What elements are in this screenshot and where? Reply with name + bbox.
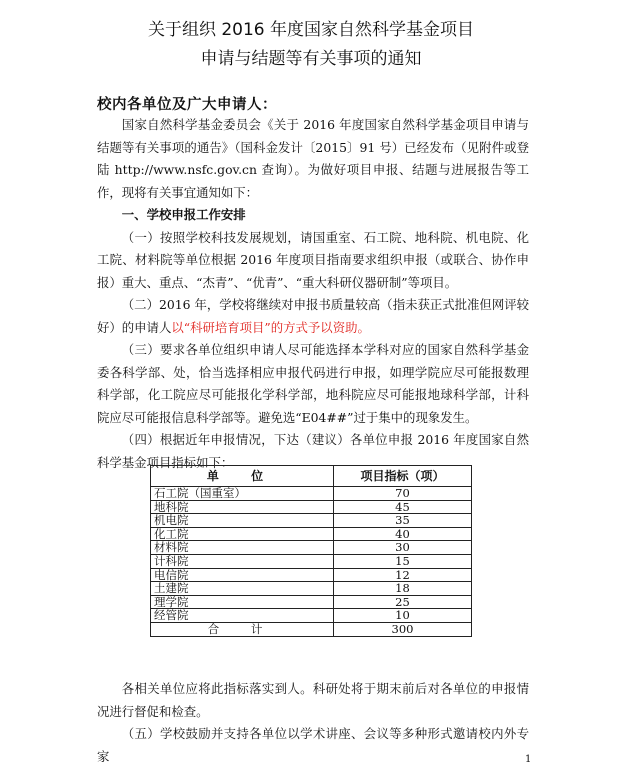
- page-number: 1: [525, 754, 532, 765]
- table-row: [151, 514, 472, 528]
- item-2-highlight: 以“科研培育项目”的方式予以资助。: [171, 319, 370, 335]
- intro-paragraph: 国家自然科学基金委员会《关于 2016 年度国家自然科学基金项目申请与结题等有关事项的通告》（国科金发计〔2015〕91 号）已经发布（见附件或登陆 http://www.nsfc.gov.cn 查询）。为做好项目申报、结题与进展报告等工作，现将有关事宜通知如下：: [97, 117, 529, 200]
- total-label: 合 计: [151, 622, 334, 636]
- header-quota: 项目指标（项）: [334, 466, 472, 487]
- table-row: [151, 595, 472, 609]
- notice-body-continued: [97, 678, 532, 768]
- item-2-text: （二）2016 年，学校将继续对申报书质量较高（指未获正式批准但网评较好）的申请人: [97, 297, 529, 335]
- quota-table: [150, 465, 472, 637]
- unit-cell: 材料院: [151, 541, 334, 555]
- quota-cell: 40: [334, 527, 472, 541]
- quota-cell: 18: [334, 582, 472, 596]
- item-4-paragraph: （四）根据近年申报情况，下达（建议）各单位申报 2016 年度国家自然科学基金项目指标如下：: [97, 432, 529, 470]
- table-row: [151, 568, 472, 582]
- quota-cell: 30: [334, 541, 472, 555]
- quota-cell: 12: [334, 568, 472, 582]
- item-3-paragraph: （三）要求各单位组织申请人尽可能选择本学科对应的国家自然科学基金委各科学部、处，恰当选择相应申报代码进行申报，如理学院应尽可能报数理科学部，化工院应尽可能报化学科学部，地科院应尽可能报地球科学部，计科院应尽可能报信息科学部等。避免选“E04##”过于集中的现象发生。: [97, 342, 529, 425]
- unit-cell: 机电院: [151, 514, 334, 528]
- item-2-paragraph: [97, 294, 529, 339]
- table-row: [151, 487, 472, 501]
- section-heading-1: 一、学校申报工作安排: [121, 207, 246, 222]
- title-line-1: 关于组织 2016 年度国家自然科学基金项目: [147, 20, 475, 40]
- quota-cell: 70: [334, 487, 472, 501]
- quota-cell: 35: [334, 514, 472, 528]
- unit-cell: 化工院: [151, 527, 334, 541]
- total-value: 300: [334, 622, 472, 636]
- quota-cell: 25: [334, 595, 472, 609]
- table-row: [151, 500, 472, 514]
- unit-cell: 地科院: [151, 500, 334, 514]
- unit-cell: 理学院: [151, 595, 334, 609]
- unit-cell: 计科院: [151, 554, 334, 568]
- notice-body: [97, 114, 529, 474]
- table-total-row: [151, 622, 472, 636]
- table-header-row: [151, 466, 472, 487]
- salutation: 校内各单位及广大申请人：: [97, 97, 277, 113]
- table-row: [151, 527, 472, 541]
- table-row: [151, 541, 472, 555]
- header-unit: 单 位: [151, 466, 334, 487]
- title-line-2: 申请与结题等有关事项的通知: [200, 49, 422, 69]
- quota-cell: 45: [334, 500, 472, 514]
- table-row: [151, 554, 472, 568]
- table-row: [151, 582, 472, 596]
- item-5-paragraph: （五）学校鼓励并支持各单位以学术讲座、会议等多种形式邀请校内外专家: [97, 726, 529, 764]
- quota-cell: 15: [334, 554, 472, 568]
- unit-cell: 经管院: [151, 609, 334, 623]
- item-1-paragraph: （一）按照学校科技发展规划，请国重室、石工院、地科院、机电院、化工院、材料院等单位根据 2016 年度项目指南要求组织申报（或联合、协作申报）重大、重点、“杰青”、“优青”、“重大科研仪器研制”等项目。: [97, 229, 529, 290]
- unit-cell: 电信院: [151, 568, 334, 582]
- quota-cell: 10: [334, 609, 472, 623]
- after-table-paragraph: 各相关单位应将此指标落实到人。科研处将于期末前后对各单位的申报情况进行督促和检查。: [97, 681, 529, 719]
- unit-cell: 土建院: [151, 582, 334, 596]
- document-title: [0, 16, 622, 74]
- unit-cell: 石工院（国重室）: [151, 487, 334, 501]
- table-row: [151, 609, 472, 623]
